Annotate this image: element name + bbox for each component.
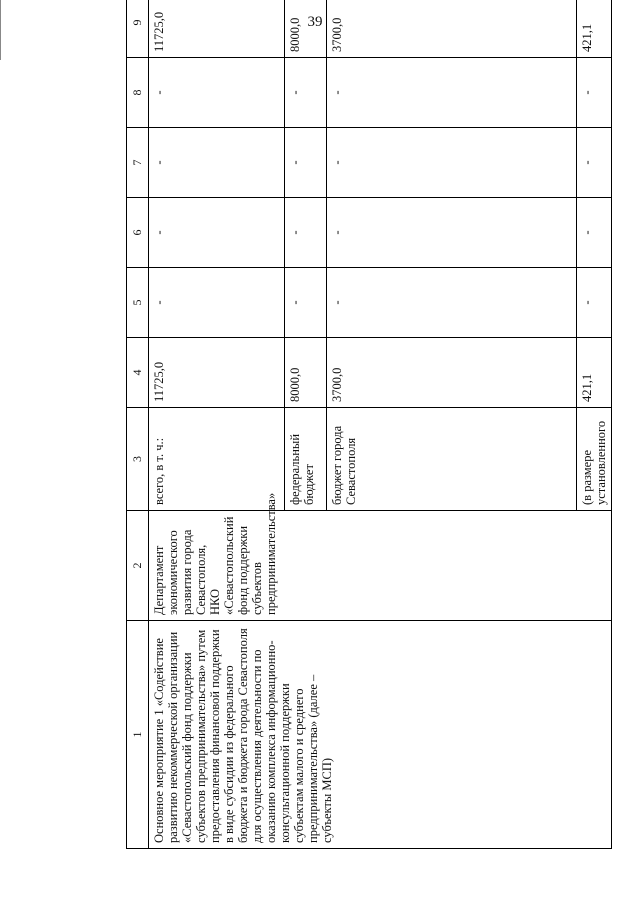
header-cell-5: 5 [127, 268, 149, 338]
amount-cell-6: - [285, 198, 327, 268]
amount-cell-8: - [149, 58, 285, 128]
funding-source-cell: (в размере установленного [577, 408, 612, 511]
amount-cell-9: 3700,0 [327, 0, 577, 58]
amount-cell-9: 8000,0 [285, 0, 327, 58]
header-cell-4: 4 [127, 338, 149, 408]
amount-cell-9: 11725,0 [149, 0, 285, 58]
table-header-row [127, 0, 149, 849]
measure-name-cell: Основное мероприятие 1 «Содействие развитию некоммерческой организации «Севастопольский фонд поддержки субъектов предпринимательства» путем предоставления финансовой поддержки в виде субсидии из федерального бюджета и бюджета города Севастополя для осуществления деятельности по оказанию комплекса информационно-консультационной поддержки субъектам малого и среднего предпринимательства» (далее – субъекты МСП) [149, 621, 612, 849]
amount-cell-8: - [285, 58, 327, 128]
header-cell-3: 3 [127, 408, 149, 511]
header-cell-1: 1 [127, 621, 149, 849]
amount-cell-7: - [149, 128, 285, 198]
header-cell-2: 2 [127, 511, 149, 621]
page-number: 39 [307, 14, 323, 30]
measure-executor-cell: Департамент экономического развития города Севастополя, НКО «Севастопольский фонд поддержки субъектов предпринимательства» [149, 511, 612, 621]
amount-cell-4: 3700,0 [327, 338, 577, 408]
amount-cell-9: 421,1 [577, 0, 612, 58]
amount-cell-7: - [327, 128, 577, 198]
amount-cell-4: 421,1 [577, 338, 612, 408]
funding-source-cell: бюджет города Севастополя [327, 408, 577, 511]
program-measures-table [126, 0, 612, 849]
funding-source-cell: федеральный бюджет [285, 408, 327, 511]
header-cell-7: 7 [127, 128, 149, 198]
amount-cell-8: - [577, 58, 612, 128]
amount-cell-6: - [149, 198, 285, 268]
header-cell-8: 8 [127, 58, 149, 128]
amount-cell-7: - [577, 128, 612, 198]
amount-cell-5: - [149, 268, 285, 338]
amount-cell-4: 8000,0 [285, 338, 327, 408]
header-cell-9: 9 [127, 0, 149, 58]
amount-cell-5: - [285, 268, 327, 338]
header-cell-6: 6 [127, 198, 149, 268]
amount-cell-4: 11725,0 [149, 338, 285, 408]
amount-cell-5: - [577, 268, 612, 338]
funding-source-cell: всего, в т. ч.: [149, 408, 285, 511]
amount-cell-5: - [327, 268, 577, 338]
amount-cell-6: - [327, 198, 577, 268]
amount-cell-8: - [327, 58, 577, 128]
amount-cell-7: - [285, 128, 327, 198]
table-row-total [149, 0, 285, 849]
amount-cell-6: - [577, 198, 612, 268]
